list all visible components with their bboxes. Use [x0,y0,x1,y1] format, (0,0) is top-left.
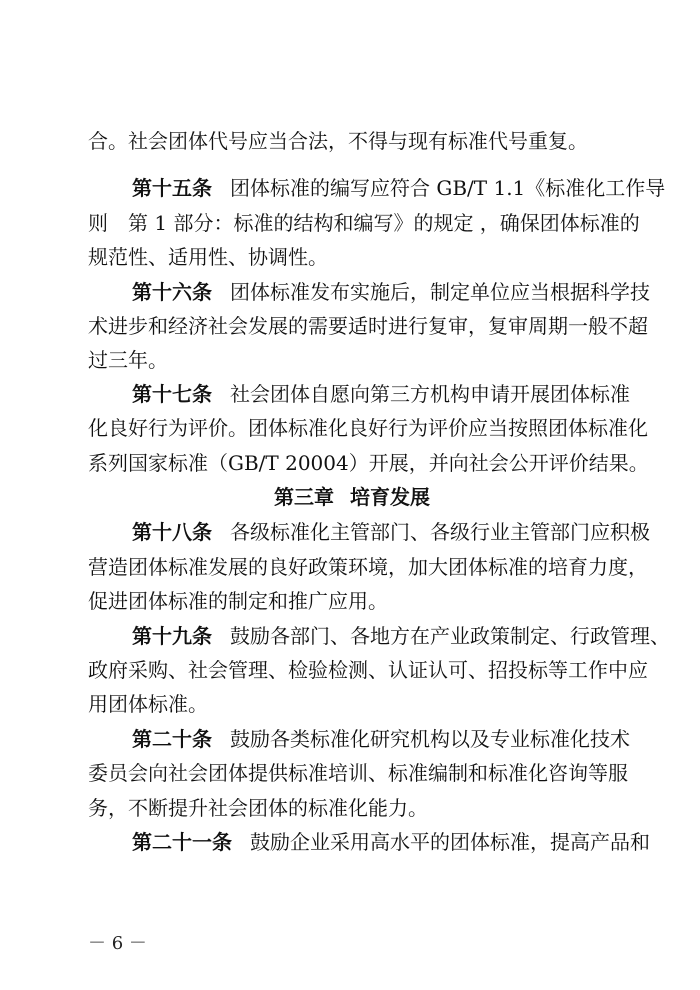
chapter-heading [88,485,616,509]
article-label: 第二十一条 [132,830,232,854]
article-text: 团体标准的编写应符合 GB/T 1.1《标准化工作导 [230,176,666,200]
article-16-line-2: 术进步和经济社会发展的需要适时进行复审，复审周期一般不超 [88,314,648,338]
article-16-line-1 [132,280,650,304]
article-20-line-1 [132,727,630,751]
article-19-line-1 [132,624,670,648]
article-text: 鼓励各类标准化研究机构以及专业标准化技术 [230,727,630,751]
article-18-line-1 [132,520,650,544]
chapter-title: 培育发展 [350,485,430,509]
article-label: 第十五条 [132,176,212,200]
article-18-line-2: 营造团体标准发展的良好政策环境，加大团体标准的培育力度， [88,555,648,579]
article-17-line-3: 系列国家标准（GB/T 20004）开展，并向社会公开评价结果。 [88,451,649,475]
article-text: 鼓励各部门、各地方在产业政策制定、行政管理、 [230,624,670,648]
article-15-line-3: 规范性、适用性、协调性。 [88,245,328,269]
article-text: 各级标准化主管部门、各级行业主管部门应积极 [230,520,650,544]
article-19-line-3: 用团体标准。 [88,692,208,716]
article-17-line-2: 化良好行为评价。团体标准化良好行为评价应当按照团体标准化 [88,416,648,440]
article-16-line-3: 过三年。 [88,348,168,372]
article-label: 第二十条 [132,727,212,751]
article-21-line-1 [132,830,650,854]
article-19-line-2: 政府采购、社会管理、检验检测、认证认可、招投标等工作中应 [88,658,648,682]
article-label: 第十六条 [132,280,212,304]
chapter-number: 第三章 [274,485,334,509]
article-label: 第十七条 [132,382,212,406]
page-number: － 6 － [88,933,147,954]
article-20-line-3: 务，不断提升社会团体的标准化能力。 [88,796,428,820]
article-17-line-1 [132,382,630,406]
article-15-line-1 [132,176,666,200]
article-label: 第十八条 [132,520,212,544]
article-15-line-2: 则 第 1 部分：标准的结构和编写》的规定 ，确保团体标准的 [88,211,640,235]
article-label: 第十九条 [132,624,212,648]
text-line: 合。社会团体代号应当合法，不得与现有标准代号重复。 [88,129,588,153]
article-18-line-3: 促进团体标准的制定和推广应用。 [88,589,388,613]
article-text: 团体标准发布实施后，制定单位应当根据科学技 [230,280,650,304]
article-text: 鼓励企业采用高水平的团体标准，提高产品和 [250,830,650,854]
article-20-line-2: 委员会向社会团体提供标准培训、标准编制和标准化咨询等服 [88,761,628,785]
article-text: 社会团体自愿向第三方机构申请开展团体标准 [230,382,630,406]
